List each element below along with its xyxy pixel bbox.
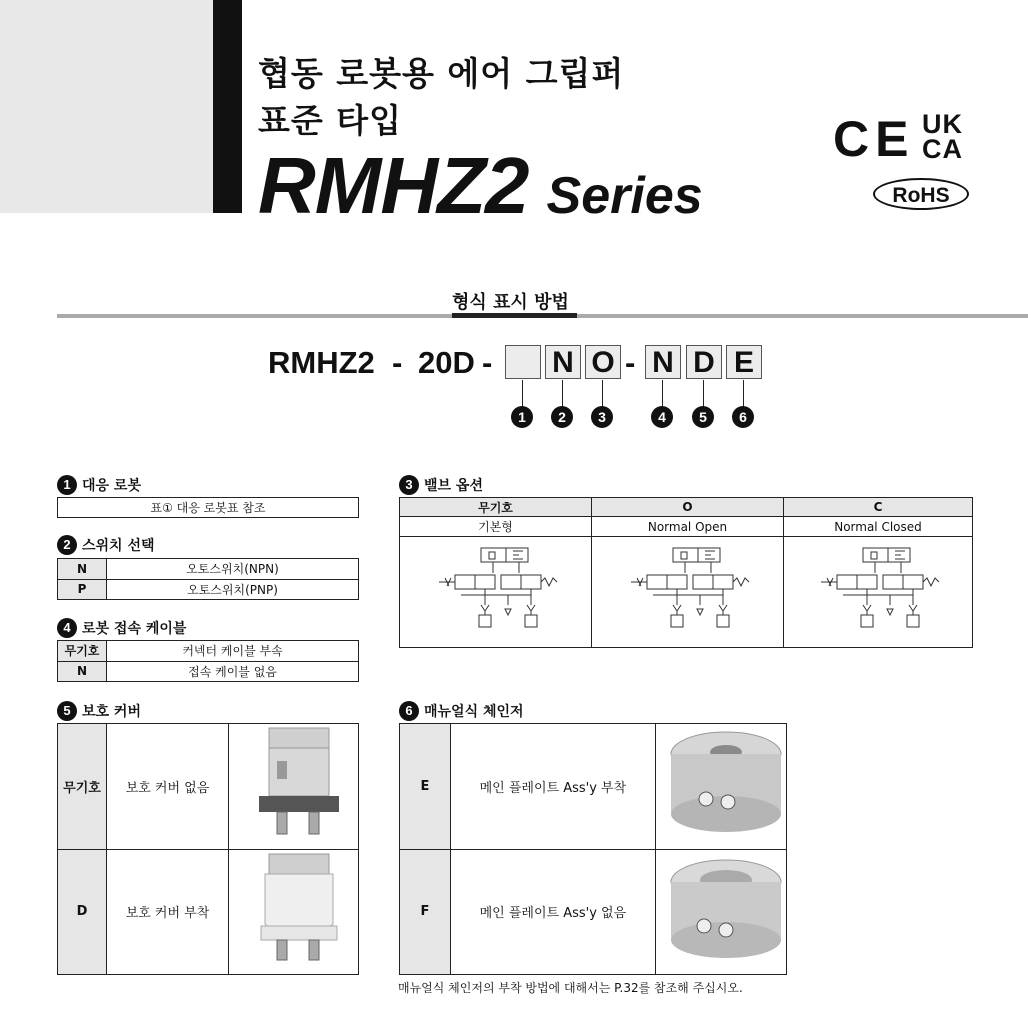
valve-schematic-icon [813, 543, 943, 638]
table-row [400, 724, 787, 850]
s5-code: D [58, 849, 107, 975]
s6-number: 6 [399, 701, 419, 721]
model-dash-3: - [625, 345, 636, 380]
code-number-3: 3 [591, 406, 613, 428]
s3-sub: 기본형 [400, 517, 592, 537]
s3-header: 무기호 [400, 498, 592, 517]
s4-code: 무기호 [58, 641, 107, 662]
footnote: 매뉴얼식 체인저의 부착 방법에 대해서는 P.32를 참조해 주십시오. [398, 981, 743, 995]
code-number-4: 4 [651, 406, 673, 428]
title-line-2: 표준 타입 [258, 101, 403, 140]
leader-line-2 [562, 380, 563, 407]
s2-number: 2 [57, 535, 77, 555]
code-number-1: 1 [511, 406, 533, 428]
leader-line-1 [522, 380, 523, 407]
s5-heading [57, 701, 141, 721]
table-row [58, 724, 359, 850]
s4-table [57, 640, 359, 682]
model-box-6: E [726, 345, 762, 379]
leader-line-5 [703, 380, 704, 407]
photo-changer-without-plate [656, 849, 787, 975]
leader-line-6 [743, 380, 744, 407]
s5-table [57, 723, 359, 975]
s2-desc: 오토스위치(PNP) [107, 579, 359, 600]
model-box-5: D [686, 345, 722, 379]
s2-desc: 오토스위치(NPN) [107, 559, 359, 580]
table-row [58, 661, 359, 682]
ukca-bottom: CA [922, 134, 963, 164]
s6-code: F [400, 849, 451, 975]
s6-heading [399, 701, 524, 721]
s5-code: 무기호 [58, 724, 107, 850]
s1-heading [57, 475, 141, 495]
s1-title: 대응 로봇 [82, 478, 141, 494]
valve-diagram-cell [592, 537, 784, 648]
model-size: 20D [418, 345, 475, 380]
leader-line-4 [662, 380, 663, 407]
s6-desc: 메인 플레이트 Ass'y 없음 [450, 849, 655, 975]
valve-diagram-cell [784, 537, 973, 648]
table-row [58, 559, 359, 580]
s1-note: 표① 대응 로봇표 참조 [58, 498, 359, 518]
photo-gripper-covered [229, 849, 359, 975]
s6-table [399, 723, 787, 975]
changer-image [656, 850, 786, 970]
series-word: Series [546, 167, 703, 225]
s4-code: N [58, 661, 107, 682]
s5-title: 보호 커버 [82, 704, 141, 720]
s6-title: 매뉴얼식 체인저 [424, 704, 524, 720]
table-row [58, 579, 359, 600]
changer-image [656, 724, 786, 844]
code-number-6: 6 [732, 406, 754, 428]
model-dash-2: - [482, 345, 493, 380]
ce-mark: CE [833, 111, 915, 167]
s6-code: E [400, 724, 451, 850]
s1-number: 1 [57, 475, 77, 495]
ukca-mark [922, 109, 963, 164]
s3-header: O [592, 498, 784, 517]
code-number-2: 2 [551, 406, 573, 428]
valve-schematic-icon [623, 543, 753, 638]
photo-changer-with-plate [656, 724, 787, 850]
table-row [58, 641, 359, 662]
s2-code: N [58, 559, 107, 580]
s6-desc: 메인 플레이트 Ass'y 부착 [450, 724, 655, 850]
code-number-5: 5 [692, 406, 714, 428]
s3-title: 밸브 옵션 [424, 478, 483, 494]
gripper-image [239, 726, 349, 842]
model-box-4: N [645, 345, 681, 379]
title-line-1: 협동 로봇용 에어 그립퍼 [258, 54, 625, 93]
table-row [400, 498, 973, 517]
table-row [58, 849, 359, 975]
s1-table [57, 497, 359, 518]
section-title: 형식 표시 방법 [452, 292, 569, 313]
s4-number: 4 [57, 618, 77, 638]
leader-line-3 [602, 380, 603, 407]
model-box-1 [505, 345, 541, 379]
table-row [400, 849, 787, 975]
header-black-bar [213, 0, 242, 213]
series-title [258, 140, 703, 232]
s5-desc: 보호 커버 없음 [107, 724, 229, 850]
s5-number: 5 [57, 701, 77, 721]
s3-table [399, 497, 973, 648]
s3-sub: Normal Open [592, 517, 784, 537]
ukca-top: UK [922, 109, 963, 139]
model-dash-1: - [392, 345, 403, 380]
s2-code: P [58, 579, 107, 600]
valve-diagram-cell [400, 537, 592, 648]
photo-gripper-uncovered [229, 724, 359, 850]
series-code: RMHZ2 [258, 141, 529, 230]
model-box-2: N [545, 345, 581, 379]
s4-heading [57, 618, 186, 638]
s4-desc: 접속 케이블 없음 [107, 661, 359, 682]
s2-table [57, 558, 359, 600]
table-row [400, 517, 973, 537]
s4-desc: 커넥터 케이블 부속 [107, 641, 359, 662]
valve-schematic-icon [431, 543, 561, 638]
s3-number: 3 [399, 475, 419, 495]
section-title-underline [452, 313, 577, 318]
s2-title: 스위치 선택 [82, 538, 155, 554]
s4-title: 로봇 접속 케이블 [82, 621, 187, 637]
table-row [400, 537, 973, 648]
s2-heading [57, 535, 155, 555]
s3-header: C [784, 498, 973, 517]
s3-sub: Normal Closed [784, 517, 973, 537]
s5-desc: 보호 커버 부착 [107, 849, 229, 975]
model-prefix: RMHZ2 [268, 345, 375, 380]
model-box-3: O [585, 345, 621, 379]
gripper-image [239, 852, 349, 968]
header-grey-block [0, 0, 213, 213]
s3-heading [399, 475, 483, 495]
rohs-mark: RoHS [873, 178, 969, 210]
